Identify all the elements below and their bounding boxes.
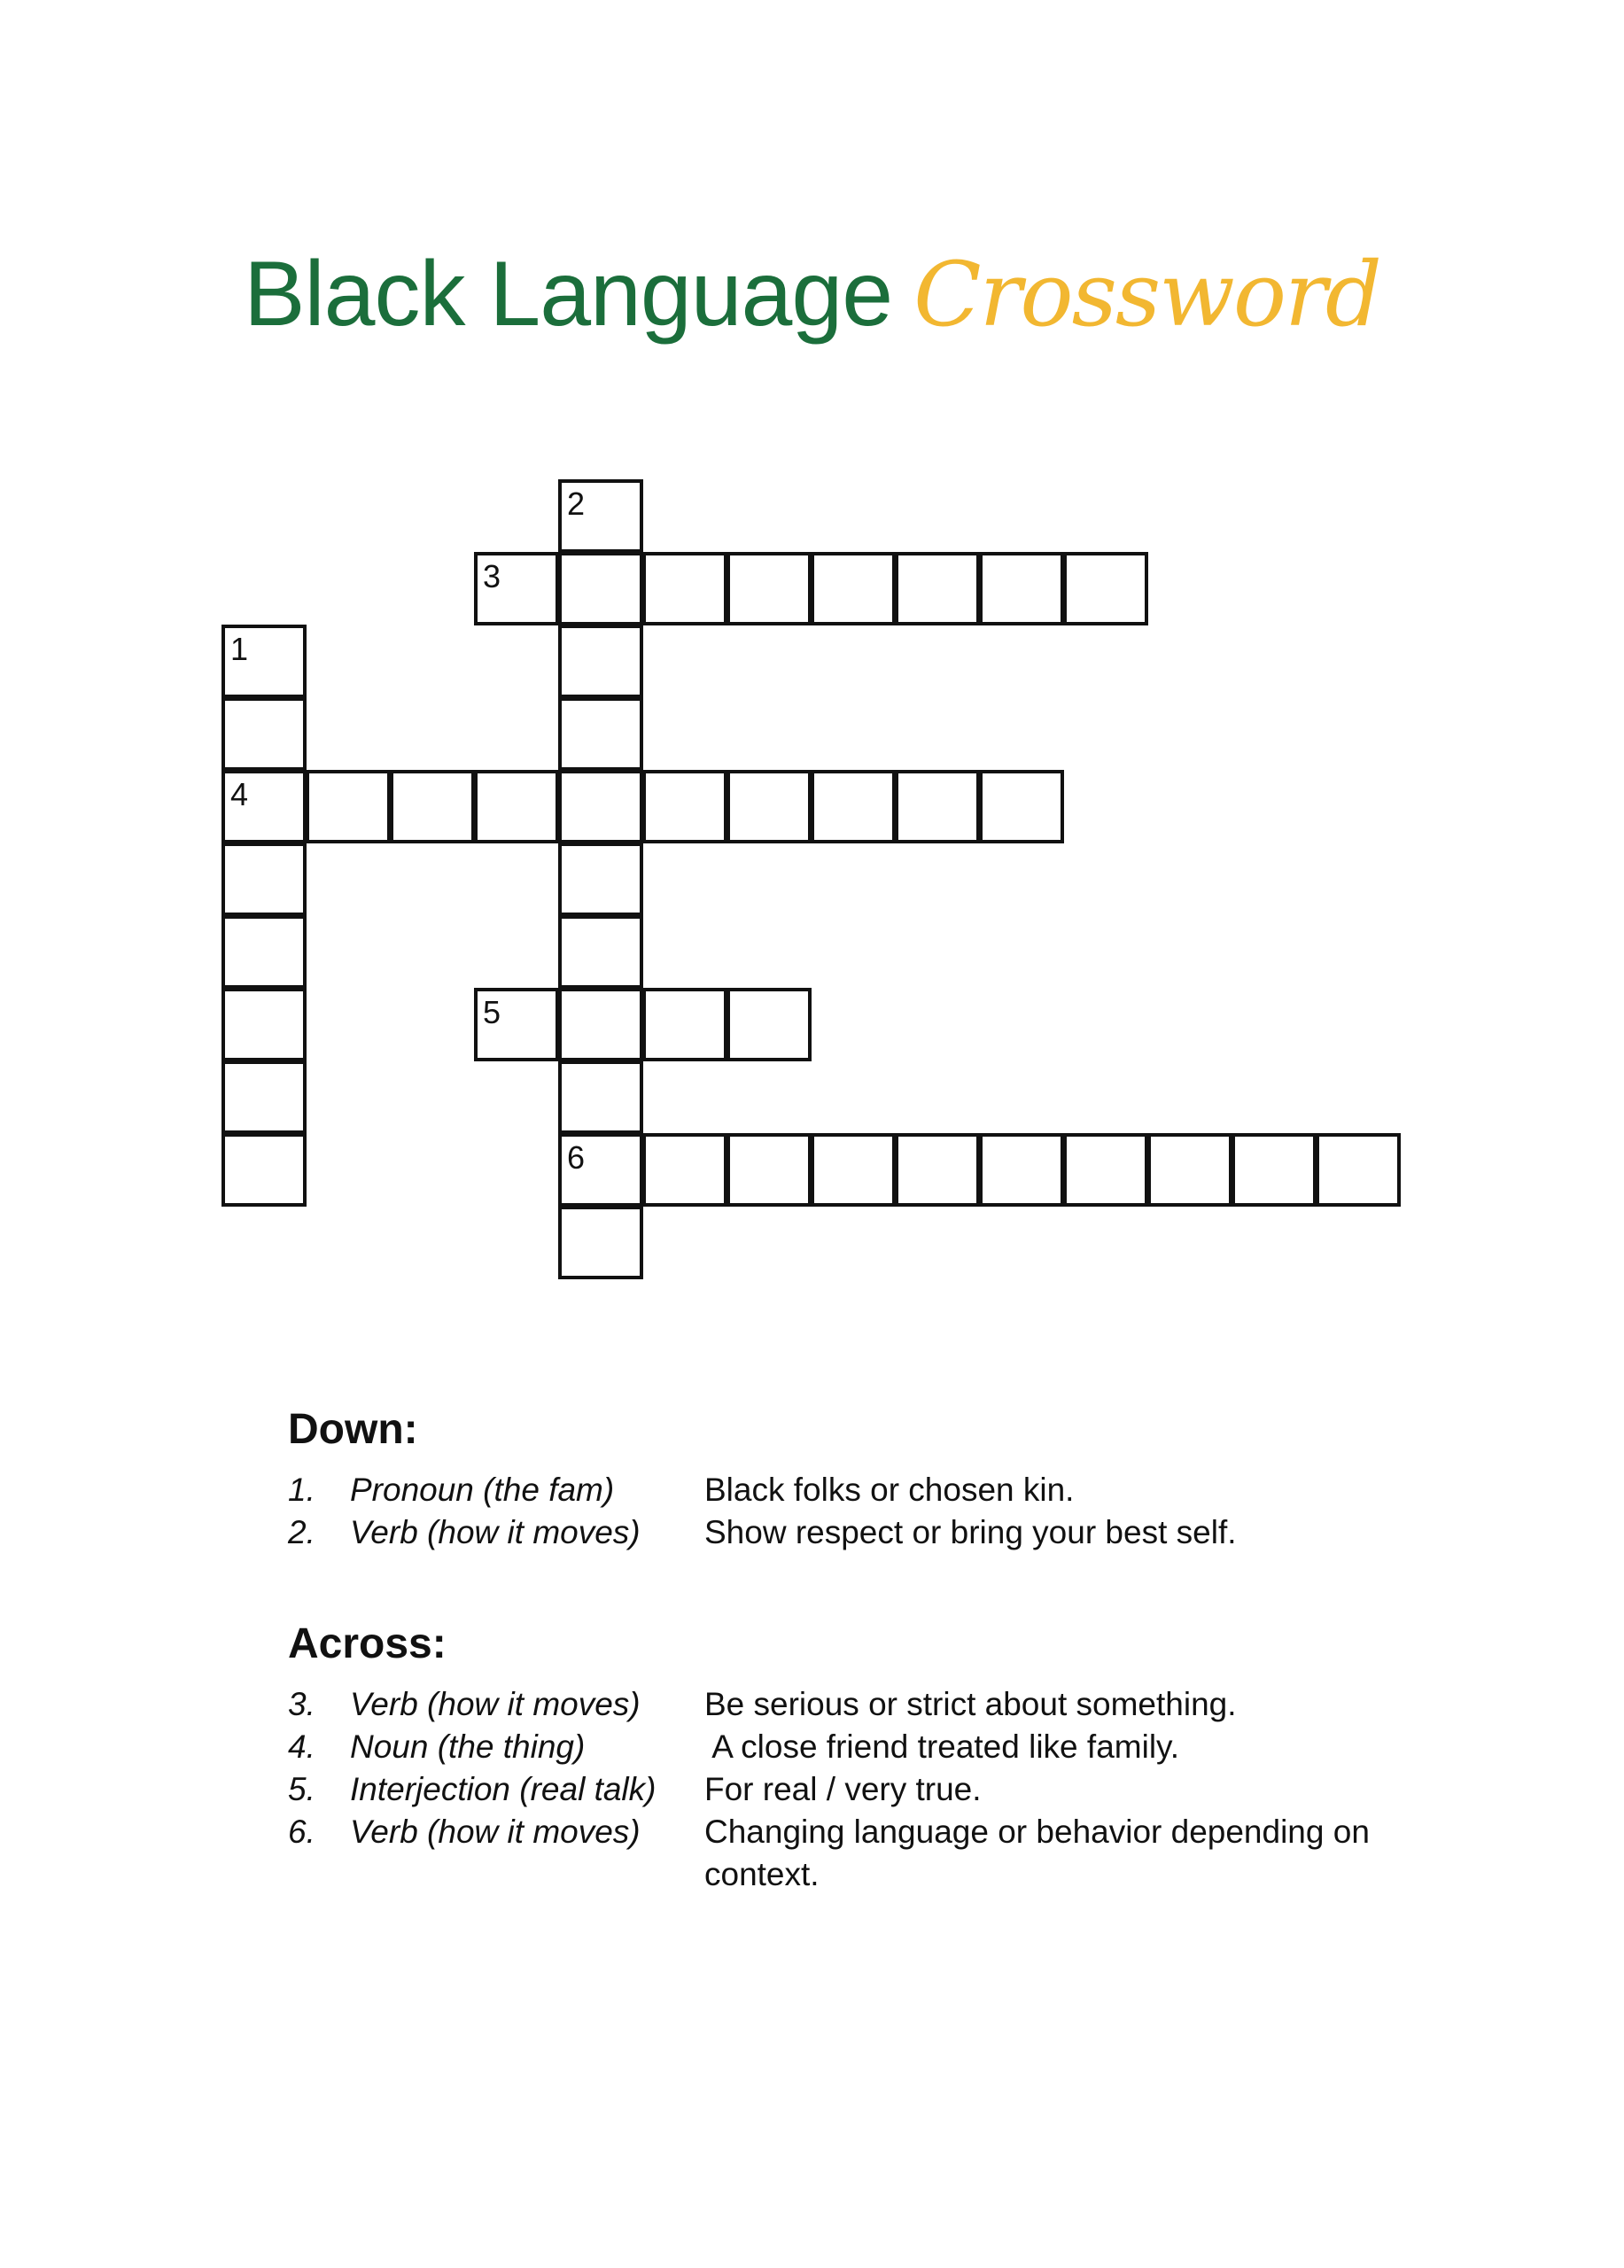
grid-cell[interactable] bbox=[895, 1133, 980, 1207]
grid-cell[interactable] bbox=[558, 552, 643, 625]
clue-number: 6. bbox=[288, 1814, 315, 1850]
clue-down-2 bbox=[288, 1511, 1440, 1554]
clue-number: 3. bbox=[288, 1686, 315, 1722]
grid-cell[interactable] bbox=[390, 770, 475, 843]
clue-across-3 bbox=[288, 1683, 1440, 1726]
grid-cell[interactable] bbox=[558, 770, 643, 843]
grid-cell[interactable] bbox=[1147, 1133, 1232, 1207]
grid-cell[interactable] bbox=[558, 915, 643, 989]
grid-cell[interactable] bbox=[979, 770, 1064, 843]
grid-cell[interactable] bbox=[558, 1060, 643, 1134]
cell-number: 5 bbox=[483, 994, 501, 1030]
grid-cell[interactable] bbox=[979, 1133, 1064, 1207]
grid-cell[interactable] bbox=[221, 625, 307, 698]
grid-cell[interactable] bbox=[1232, 1133, 1317, 1207]
clue-definition: Black folks or chosen kin. bbox=[704, 1472, 1075, 1508]
grid-cell[interactable] bbox=[1063, 552, 1148, 625]
grid-cell[interactable] bbox=[221, 1060, 307, 1134]
clue-number: 1. bbox=[288, 1472, 315, 1508]
grid-cell[interactable] bbox=[558, 697, 643, 771]
grid-cell[interactable] bbox=[1063, 1133, 1148, 1207]
clue-across-5 bbox=[288, 1768, 1440, 1811]
grid-cell[interactable] bbox=[221, 915, 307, 989]
clue-definition: Show respect or bring your best self. bbox=[704, 1514, 1237, 1550]
title-script: Crossword bbox=[913, 243, 1380, 346]
clue-number: 2. bbox=[288, 1514, 315, 1550]
cell-number: 4 bbox=[230, 776, 249, 812]
grid-cell[interactable] bbox=[221, 697, 307, 771]
title-main: Black Language bbox=[244, 243, 893, 346]
grid-cell[interactable] bbox=[895, 770, 980, 843]
grid-cell[interactable] bbox=[221, 988, 307, 1061]
clue-number: 4. bbox=[288, 1728, 315, 1765]
grid-cell[interactable] bbox=[558, 843, 643, 916]
clue-across-6 bbox=[288, 1811, 1440, 1896]
grid-cell[interactable] bbox=[811, 770, 896, 843]
grid-cell[interactable] bbox=[642, 552, 727, 625]
clue-word-type: Verb (how it moves) bbox=[350, 1514, 641, 1550]
grid-cell[interactable] bbox=[474, 552, 559, 625]
grid-cell[interactable] bbox=[642, 1133, 727, 1207]
grid-cell[interactable] bbox=[221, 770, 307, 843]
clue-word-type: Noun (the thing) bbox=[350, 1728, 586, 1765]
section-gap bbox=[288, 1554, 1440, 1623]
grid-cell[interactable] bbox=[727, 1133, 812, 1207]
grid-cell[interactable] bbox=[895, 552, 980, 625]
clue-down-1 bbox=[288, 1469, 1440, 1511]
grid-cell[interactable] bbox=[474, 770, 559, 843]
clue-definition: A close friend treated like family. bbox=[704, 1728, 1180, 1765]
grid-cell[interactable] bbox=[558, 625, 643, 698]
cell-number: 6 bbox=[567, 1139, 586, 1176]
across-heading: Across: bbox=[288, 1620, 447, 1667]
grid-cell[interactable] bbox=[727, 770, 812, 843]
grid-cell[interactable] bbox=[642, 770, 727, 843]
clue-across-4 bbox=[288, 1726, 1440, 1768]
grid-cell[interactable] bbox=[979, 552, 1064, 625]
clue-definition: Be serious or strict about something. bbox=[704, 1686, 1237, 1722]
clue-definition: For real / very true. bbox=[704, 1771, 982, 1807]
clue-word-type: Verb (how it moves) bbox=[350, 1814, 641, 1850]
cell-number: 3 bbox=[483, 558, 501, 594]
down-heading: Down: bbox=[288, 1406, 418, 1453]
clue-word-type: Pronoun (the fam) bbox=[350, 1472, 615, 1508]
clue-number: 5. bbox=[288, 1771, 315, 1807]
clue-word-type: Verb (how it moves) bbox=[350, 1686, 641, 1722]
grid-cell[interactable] bbox=[558, 1133, 643, 1207]
grid-cell[interactable] bbox=[221, 1133, 307, 1207]
grid-cell[interactable] bbox=[1316, 1133, 1401, 1207]
clue-word-type: Interjection (real talk) bbox=[350, 1771, 657, 1807]
clues-section bbox=[288, 1406, 1440, 1896]
grid-cell[interactable] bbox=[727, 988, 812, 1061]
grid-cell[interactable] bbox=[642, 988, 727, 1061]
grid-cell[interactable] bbox=[221, 843, 307, 916]
grid-cell[interactable] bbox=[306, 770, 391, 843]
grid-cell[interactable] bbox=[727, 552, 812, 625]
grid-cell[interactable] bbox=[811, 552, 896, 625]
cell-number: 2 bbox=[567, 485, 586, 522]
cell-number: 1 bbox=[230, 631, 249, 667]
grid-cell[interactable] bbox=[474, 988, 559, 1061]
grid-cell[interactable] bbox=[811, 1133, 896, 1207]
grid-cell[interactable] bbox=[558, 479, 643, 553]
grid-cell[interactable] bbox=[558, 988, 643, 1061]
clue-definition: Changing language or behavior depending on context. bbox=[704, 1814, 1370, 1892]
grid-cell[interactable] bbox=[558, 1206, 643, 1279]
